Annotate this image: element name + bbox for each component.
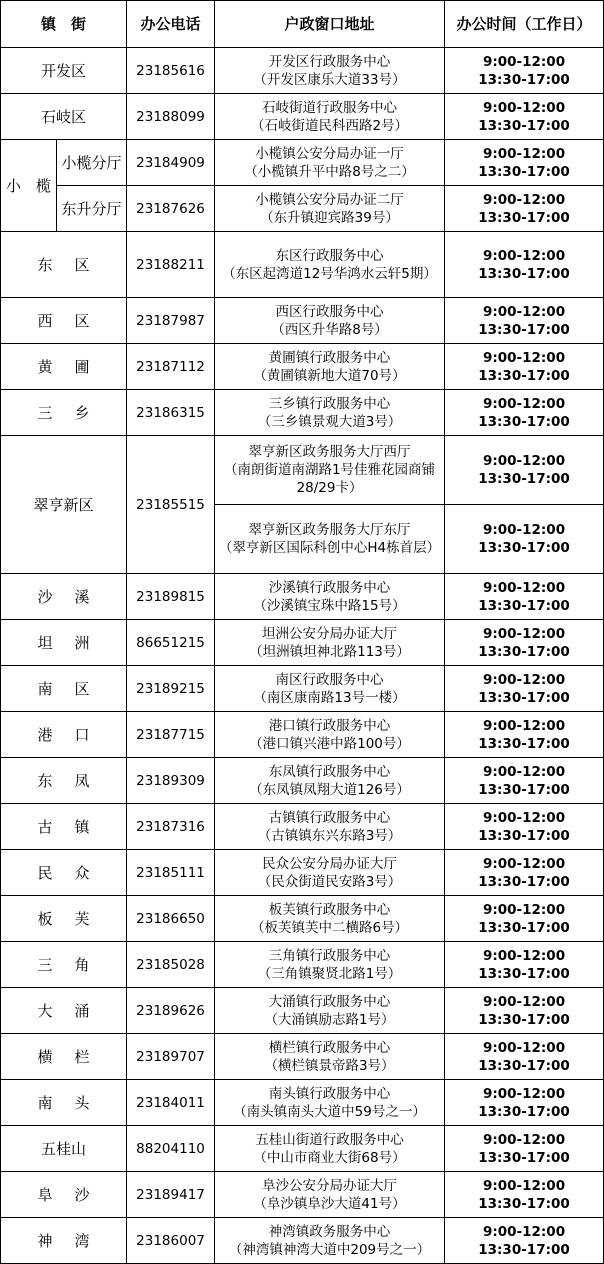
hours-afternoon: 13:30-17:00	[478, 827, 570, 844]
hours-cell	[445, 232, 604, 298]
address-line: 石岐街道行政服务中心	[262, 99, 398, 116]
address-detail: （中山市商业大街68号）	[253, 1149, 406, 1166]
town-name: 东凤	[1, 758, 127, 804]
hours-morning: 9:00-12:00	[482, 247, 566, 264]
phone-number: 23189626	[127, 988, 215, 1034]
address-detail: （南头镇南头大道中59号之一）	[233, 1103, 426, 1120]
hours-cell	[445, 666, 604, 712]
hours-cell	[445, 436, 604, 505]
phone-number: 23187316	[127, 804, 215, 850]
hours-afternoon: 13:30-17:00	[478, 1057, 570, 1074]
address-cell	[215, 1080, 445, 1126]
address-detail: （开发区康乐大道33号）	[253, 71, 406, 88]
address-detail: （板芙镇芙中二横路6号）	[250, 919, 409, 936]
address-cell	[215, 574, 445, 620]
table-row	[1, 1080, 604, 1126]
hours-afternoon: 13:30-17:00	[478, 689, 570, 706]
town-name: 港口	[1, 712, 127, 758]
town-name: 南头	[1, 1080, 127, 1126]
hours-cell	[445, 1172, 604, 1218]
address-detail: （东凤镇凤翔大道126号）	[249, 781, 410, 798]
address-detail: （三角镇聚贤北路1号）	[257, 965, 402, 982]
table-row	[1, 232, 604, 298]
table-row	[1, 1126, 604, 1172]
table-row	[1, 988, 604, 1034]
address-detail: （神湾镇神湾大道中209号之一）	[228, 1241, 431, 1258]
address-line: 小榄镇公安分局办证一厅	[255, 145, 404, 162]
table-row	[1, 712, 604, 758]
hours-cell	[445, 574, 604, 620]
address-detail: （小榄镇升平中路8号之二）	[244, 163, 415, 180]
table-row	[1, 94, 604, 140]
hours-afternoon: 13:30-17:00	[478, 781, 570, 798]
hours-cell	[445, 896, 604, 942]
phone-number: 86651215	[127, 620, 215, 666]
hours-afternoon: 13:30-17:00	[478, 71, 570, 88]
hours-morning: 9:00-12:00	[482, 1223, 566, 1240]
hours-cell	[445, 1034, 604, 1080]
hours-morning: 9:00-12:00	[482, 947, 566, 964]
address-line: 黄圃镇行政服务中心	[268, 349, 391, 366]
hours-afternoon: 13:30-17:00	[478, 209, 570, 226]
hours-afternoon: 13:30-17:00	[478, 965, 570, 982]
address-detail: （大涌镇励志路1号）	[264, 1011, 395, 1028]
hours-morning: 9:00-12:00	[482, 855, 566, 872]
address-line: 三乡镇行政服务中心	[268, 395, 391, 412]
town-name: 大涌	[1, 988, 127, 1034]
hours-cell	[445, 48, 604, 94]
address-line: 坦洲公安分局办证大厅	[262, 625, 398, 642]
address-cell	[215, 988, 445, 1034]
hours-cell	[445, 988, 604, 1034]
town-name: 神湾	[1, 1218, 127, 1264]
address-line: 阜沙公安分局办证大厅	[262, 1177, 398, 1194]
table-row	[1, 666, 604, 712]
hours-cell	[445, 804, 604, 850]
address-cell	[215, 1172, 445, 1218]
phone-number: 23189215	[127, 666, 215, 712]
address-cell	[215, 436, 445, 505]
hours-afternoon: 13:30-17:00	[478, 163, 570, 180]
address-line: 西区行政服务中心	[275, 303, 384, 320]
town-name: 古镇	[1, 804, 127, 850]
table-row	[1, 896, 604, 942]
town-name: 黄圃	[1, 344, 127, 390]
address-cell	[215, 186, 445, 232]
phone-number: 88204110	[127, 1126, 215, 1172]
table-row	[1, 390, 604, 436]
hours-morning: 9:00-12:00	[482, 763, 566, 780]
hours-cell	[445, 712, 604, 758]
hours-morning: 9:00-12:00	[482, 671, 566, 688]
hours-afternoon: 13:30-17:00	[478, 1011, 570, 1028]
hours-morning: 9:00-12:00	[482, 349, 566, 366]
phone-number: 23185616	[127, 48, 215, 94]
table-row	[1, 140, 604, 186]
town-name: 三角	[1, 942, 127, 988]
hours-cell	[445, 620, 604, 666]
town-name: 板芙	[1, 896, 127, 942]
address-cell	[215, 1034, 445, 1080]
hours-afternoon: 13:30-17:00	[478, 540, 570, 556]
hours-afternoon: 13:30-17:00	[478, 1149, 570, 1166]
hours-afternoon: 13:30-17:00	[478, 1103, 570, 1120]
address-cell	[215, 140, 445, 186]
header-address: 户政窗口地址	[215, 1, 445, 48]
address-cell	[215, 232, 445, 298]
address-cell	[215, 896, 445, 942]
phone-number: 23184909	[127, 140, 215, 186]
address-detail: （阜沙镇阜沙大道41号）	[253, 1195, 406, 1212]
phone-number: 23187987	[127, 298, 215, 344]
hours-morning: 9:00-12:00	[482, 809, 566, 826]
phone-number: 23188211	[127, 232, 215, 298]
town-name: 五桂山	[1, 1126, 127, 1172]
address-cell	[215, 94, 445, 140]
hours-afternoon: 13:30-17:00	[478, 265, 570, 282]
hours-afternoon: 13:30-17:00	[478, 873, 570, 890]
phone-number: 23189309	[127, 758, 215, 804]
table-row	[1, 344, 604, 390]
hours-cell	[445, 1126, 604, 1172]
sub-office-name: 东升分厅	[57, 186, 127, 232]
phone-number: 23186315	[127, 390, 215, 436]
town-name: 东区	[1, 232, 127, 298]
phone-number: 23185515	[127, 436, 215, 574]
address-detail: （沙溪镇宝珠中路15号）	[253, 597, 406, 614]
address-line: 沙溪镇行政服务中心	[268, 579, 391, 596]
hours-afternoon: 13:30-17:00	[478, 367, 570, 384]
town-name: 南区	[1, 666, 127, 712]
address-cell	[215, 1218, 445, 1264]
hours-morning: 9:00-12:00	[482, 579, 566, 596]
address-detail: （东区起湾道12号华鸿水云轩5期）	[222, 265, 437, 282]
address-cell	[215, 298, 445, 344]
hours-afternoon: 13:30-17:00	[478, 471, 570, 487]
address-detail: （南区康南路13号一楼）	[253, 689, 406, 706]
phone-number: 23187626	[127, 186, 215, 232]
table-row	[1, 436, 604, 505]
phone-number: 23185111	[127, 850, 215, 896]
hours-cell	[445, 140, 604, 186]
address-cell	[215, 1126, 445, 1172]
hours-afternoon: 13:30-17:00	[478, 735, 570, 752]
table-row	[1, 620, 604, 666]
address-detail: （民众街道民安路3号）	[257, 873, 402, 890]
hours-cell	[445, 1080, 604, 1126]
address-cell	[215, 804, 445, 850]
phone-number: 23187112	[127, 344, 215, 390]
hours-morning: 9:00-12:00	[482, 901, 566, 918]
hours-afternoon: 13:30-17:00	[478, 1241, 570, 1258]
address-line: 民众公安分局办证大厅	[262, 855, 398, 872]
table-row	[1, 1218, 604, 1264]
hours-morning: 9:00-12:00	[482, 1131, 566, 1148]
hours-cell	[445, 390, 604, 436]
hours-morning: 9:00-12:00	[482, 303, 566, 320]
town-name: 三乡	[1, 390, 127, 436]
address-line: 三角镇行政服务中心	[268, 947, 391, 964]
phone-number: 23184011	[127, 1080, 215, 1126]
table-row	[1, 298, 604, 344]
phone-number: 23188099	[127, 94, 215, 140]
town-name-group: 小 榄	[1, 140, 57, 232]
hours-afternoon: 13:30-17:00	[478, 321, 570, 338]
town-name: 翠亨新区	[1, 436, 127, 574]
hours-afternoon: 13:30-17:00	[478, 117, 570, 134]
address-detail: （港口镇兴港中路100号）	[249, 735, 410, 752]
hours-morning: 9:00-12:00	[482, 717, 566, 734]
address-detail: （横栏镇景帝路3号）	[264, 1057, 395, 1074]
table-header-row	[1, 1, 604, 48]
address-line: 小榄镇公安分局办证二厅	[255, 191, 404, 208]
address-detail: （石岐街道民科西路2号）	[250, 117, 409, 134]
hours-morning: 9:00-12:00	[482, 993, 566, 1010]
hours-morning: 9:00-12:00	[482, 1039, 566, 1056]
hours-morning: 9:00-12:00	[482, 522, 566, 538]
town-name: 石岐区	[1, 94, 127, 140]
address-cell	[215, 344, 445, 390]
address-detail: （三乡镇景观大道3号）	[257, 413, 402, 430]
address-line: 开发区行政服务中心	[268, 53, 391, 70]
address-line: 翠亨新区政务服务大厅西厅	[248, 444, 411, 460]
town-name: 民众	[1, 850, 127, 896]
hours-cell	[445, 850, 604, 896]
address-cell	[215, 758, 445, 804]
hours-cell	[445, 94, 604, 140]
table-row	[1, 186, 604, 232]
hours-morning: 9:00-12:00	[482, 453, 566, 469]
hours-cell	[445, 186, 604, 232]
hours-morning: 9:00-12:00	[482, 191, 566, 208]
table-row	[1, 48, 604, 94]
address-line: 翠亨新区政务服务大厅东厅	[248, 522, 411, 538]
address-line: 神湾镇政务服务中心	[268, 1223, 391, 1240]
hours-cell	[445, 344, 604, 390]
hours-afternoon: 13:30-17:00	[478, 597, 570, 614]
address-detail: （东升镇迎宾路39号）	[260, 209, 399, 226]
address-line: 五桂山街道行政服务中心	[255, 1131, 404, 1148]
hours-morning: 9:00-12:00	[482, 625, 566, 642]
address-line: 板芙镇行政服务中心	[268, 901, 391, 918]
table-row	[1, 1172, 604, 1218]
address-line: 大涌镇行政服务中心	[268, 993, 391, 1010]
hours-cell	[445, 758, 604, 804]
table-row	[1, 850, 604, 896]
table-row	[1, 804, 604, 850]
hours-cell	[445, 505, 604, 574]
table-row	[1, 1034, 604, 1080]
header-hours: 办公时间（工作日）	[445, 1, 604, 48]
phone-number: 23187715	[127, 712, 215, 758]
sub-office-name: 小榄分厅	[57, 140, 127, 186]
hours-morning: 9:00-12:00	[482, 1085, 566, 1102]
address-line: 东区行政服务中心	[275, 247, 384, 264]
phone-number: 23186007	[127, 1218, 215, 1264]
address-detail: （古镇镇东兴东路3号）	[257, 827, 402, 844]
address-detail: （坦洲镇坦神北路113号）	[249, 643, 410, 660]
address-line: 南区行政服务中心	[275, 671, 384, 688]
address-cell	[215, 505, 445, 574]
hours-afternoon: 13:30-17:00	[478, 413, 570, 430]
address-cell	[215, 48, 445, 94]
hours-afternoon: 13:30-17:00	[478, 919, 570, 936]
address-line: 港口镇行政服务中心	[268, 717, 391, 734]
address-detail: （南朗街道南湖路1号佳雅花园商铺28/29卡）	[223, 462, 436, 496]
address-cell	[215, 850, 445, 896]
table-row	[1, 758, 604, 804]
hours-cell	[445, 1218, 604, 1264]
address-cell	[215, 620, 445, 666]
address-cell	[215, 390, 445, 436]
address-detail: （翠亨新区国际科创中心H4栋首层）	[218, 540, 441, 556]
address-line: 横栏镇行政服务中心	[268, 1039, 391, 1056]
header-town: 镇 街	[1, 1, 127, 48]
phone-number: 23189417	[127, 1172, 215, 1218]
hours-cell	[445, 942, 604, 988]
hours-morning: 9:00-12:00	[482, 145, 566, 162]
town-name: 阜沙	[1, 1172, 127, 1218]
address-detail: （黄圃镇新地大道70号）	[253, 367, 406, 384]
address-cell	[215, 712, 445, 758]
phone-number: 23189815	[127, 574, 215, 620]
table-row	[1, 574, 604, 620]
address-cell	[215, 666, 445, 712]
hours-morning: 9:00-12:00	[482, 1177, 566, 1194]
phone-number: 23189707	[127, 1034, 215, 1080]
town-name: 西区	[1, 298, 127, 344]
address-detail: （西区升华路8号）	[271, 321, 388, 338]
hours-morning: 9:00-12:00	[482, 99, 566, 116]
hours-morning: 9:00-12:00	[482, 53, 566, 70]
header-phone: 办公电话	[127, 1, 215, 48]
town-name: 坦洲	[1, 620, 127, 666]
address-line: 南头镇行政服务中心	[268, 1085, 391, 1102]
hours-afternoon: 13:30-17:00	[478, 643, 570, 660]
address-line: 东凤镇行政服务中心	[268, 763, 391, 780]
town-name: 开发区	[1, 48, 127, 94]
town-name: 横栏	[1, 1034, 127, 1080]
hours-morning: 9:00-12:00	[482, 395, 566, 412]
address-cell	[215, 942, 445, 988]
table-row	[1, 942, 604, 988]
hours-afternoon: 13:30-17:00	[478, 1195, 570, 1212]
phone-number: 23185028	[127, 942, 215, 988]
phone-number: 23186650	[127, 896, 215, 942]
hours-cell	[445, 298, 604, 344]
address-line: 古镇镇行政服务中心	[268, 809, 391, 826]
town-name: 沙溪	[1, 574, 127, 620]
